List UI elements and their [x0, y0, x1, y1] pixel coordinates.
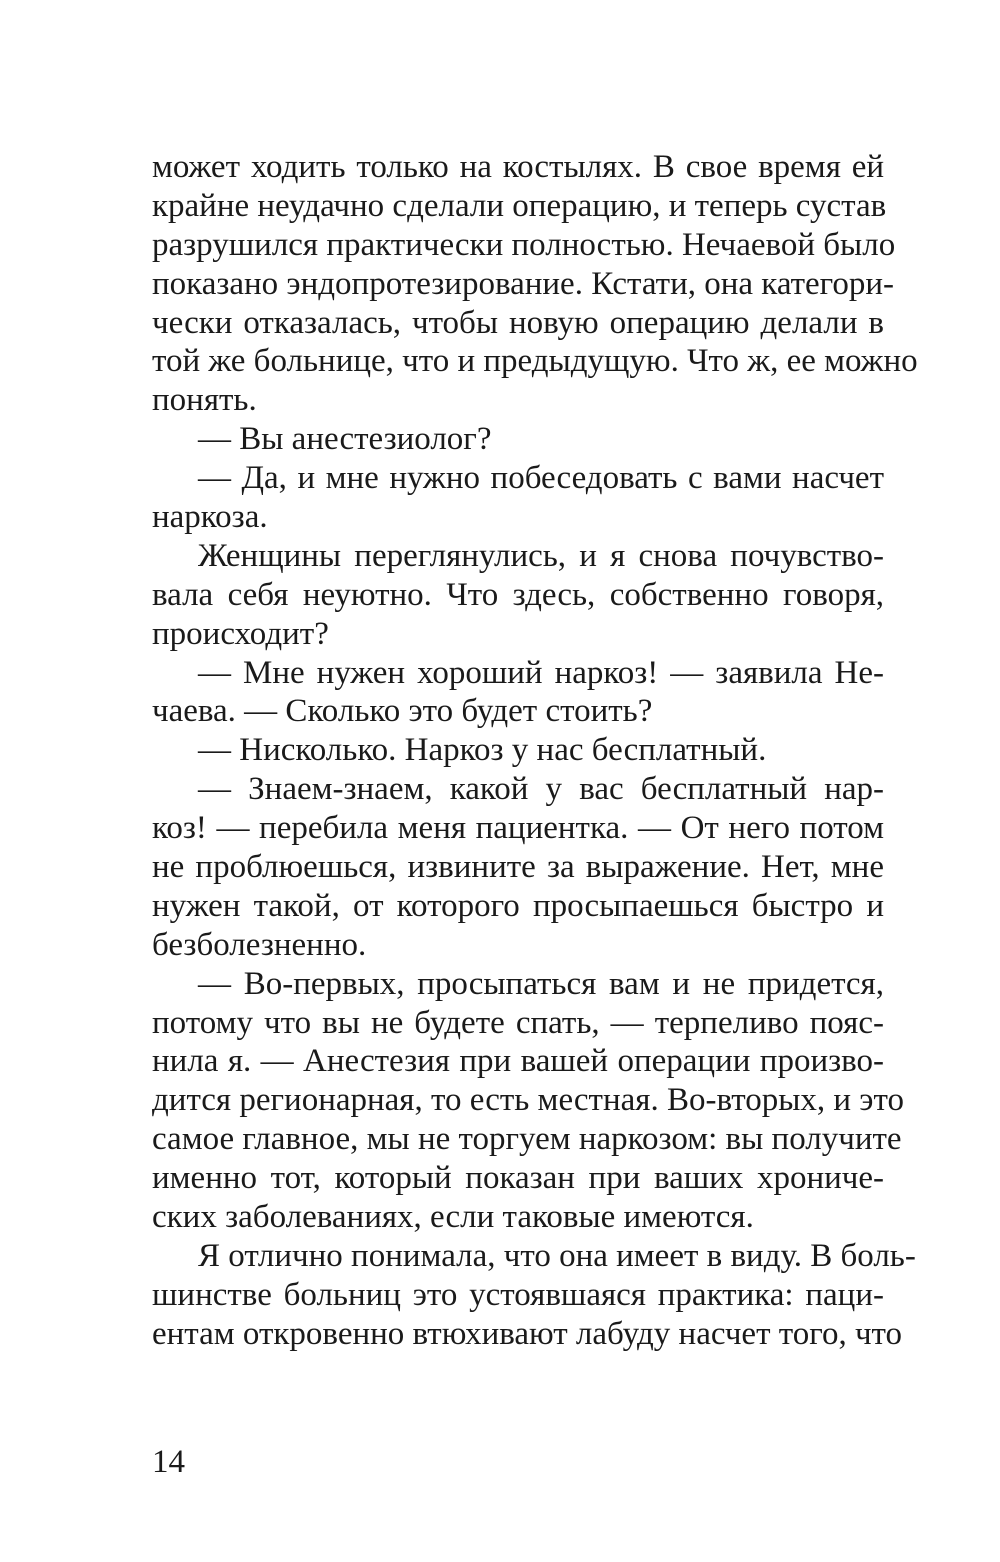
text-line: не проблюешься, извините за выражение. Нет, мне — [152, 849, 884, 886]
text-line: нила я. — Анестезия при вашей операции произво- — [152, 1043, 884, 1080]
paragraph — [152, 965, 904, 1237]
body-text — [152, 148, 918, 1354]
text-line: — Знаем-знаем, какой у вас бесплатный нар- — [198, 771, 884, 808]
paragraph — [152, 731, 884, 770]
text-line: разрушился практически полностью. Нечаевой было — [152, 226, 896, 263]
text-line: — Да, и мне нужно побеседовать с вами насчет — [198, 460, 884, 497]
paragraph — [152, 148, 918, 420]
text-line: самое главное, мы не торгуем наркозом: вы получите — [152, 1121, 902, 1158]
text-line: — Во-первых, просыпаться вам и не придется, — [198, 965, 884, 1002]
text-line: безболезненно. — [152, 926, 367, 963]
text-line: ских заболеваниях, если таковые имеются. — [152, 1199, 754, 1236]
text-line: Я отлично понимала, что она имеет в виду. В боль- — [198, 1237, 916, 1274]
text-line: той же больнице, что и предыдущую. Что ж, ее можно — [152, 343, 918, 380]
text-line: чески отказалась, чтобы новую операцию делали в — [152, 304, 884, 341]
paragraph — [152, 459, 884, 537]
text-line: происходит? — [152, 615, 329, 652]
text-line: шинстве больниц это устоявшаяся практика: паци- — [152, 1276, 884, 1313]
paragraph — [152, 654, 884, 732]
text-line: понять. — [152, 382, 257, 419]
text-line: потому что вы не будете спать, — терпеливо пояс- — [152, 1004, 884, 1041]
text-line: наркоза. — [152, 499, 268, 536]
text-line: ентам откровенно втюхивают лабуду насчет того, что — [152, 1315, 903, 1352]
text-line: — Мне нужен хороший наркоз! — заявила Не- — [198, 654, 884, 691]
paragraph — [152, 1237, 916, 1354]
text-line: чаева. — Сколько это будет стоить? — [152, 693, 653, 730]
paragraph — [152, 770, 884, 964]
text-line: может ходить только на костылях. В свое время ей — [152, 149, 884, 185]
paragraph — [152, 420, 884, 459]
text-line: Женщины переглянулись, и я снова почувство- — [198, 537, 884, 574]
text-line: — Вы анестезиолог? — [198, 421, 492, 458]
text-line: крайне неудачно сделали операцию, и теперь сустав — [152, 187, 887, 224]
text-line: дится регионарная, то есть местная. Во-вторых, и это — [152, 1082, 904, 1119]
text-line: коз! — перебила меня пациентка. — От него потом — [152, 810, 884, 847]
text-line: показано эндопротезирование. Кстати, она категори- — [152, 265, 895, 302]
text-line: нужен такой, от которого просыпаешься быстро и — [152, 887, 884, 924]
paragraph — [152, 537, 884, 654]
page-number: 14 — [152, 1444, 185, 1480]
text-line: — Нисколько. Наркоз у нас бесплатный. — [198, 732, 767, 769]
text-line: именно тот, который показан при ваших хрониче- — [152, 1160, 884, 1197]
text-line: вала себя неуютно. Что здесь, собственно говоря, — [152, 576, 884, 613]
